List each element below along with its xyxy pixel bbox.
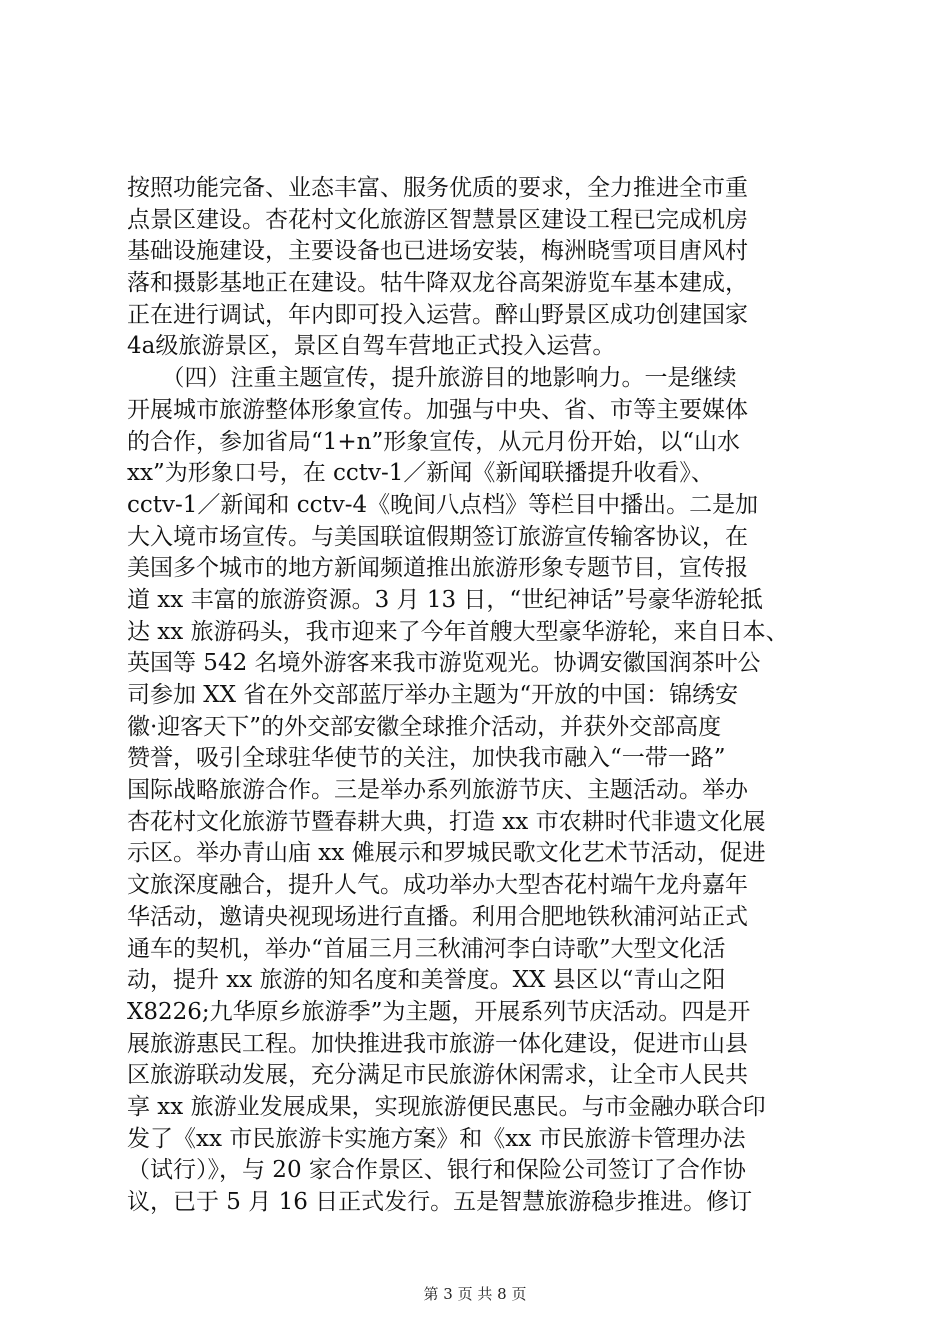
text-line: 动，提升 xx 旅游的知名度和美誉度。XX 县区以“青山之阳 [127, 967, 726, 994]
text-line: 达 xx 旅游码头，我市迎来了今年首艘大型豪华游轮，来自日本、 [127, 618, 789, 645]
text-line: 华活动，邀请央视现场进行直播。利用合肥地铁秋浦河站正式 [127, 903, 748, 930]
text-line: 区旅游联动发展，充分满足市民旅游休闲需求，让全市人民共 [127, 1062, 748, 1089]
text-line: 大入境市场宣传。与美国联谊假期签订旅游宣传输客协议，在 [127, 523, 748, 550]
text-line: 享 xx 旅游业发展成果，实现旅游便民惠民。与市金融办联合印 [127, 1093, 766, 1120]
text-line: 赞誉，吸引全球驻华使节的关注，加快我市融入“一带一路” [127, 745, 726, 772]
text-line: 展旅游惠民工程。加快推进我市旅游一体化建设，促进市山县 [127, 1030, 748, 1057]
text-line: xx”为形象口号，在 cctv-1／新闻《新闻联播提升收看》、 [127, 460, 714, 487]
text-line: 文旅深度融合，提升人气。成功举办大型杏花村端午龙舟嘉年 [127, 872, 748, 899]
text-line: （四）注重主题宣传，提升旅游目的地影响力。一是继续 [127, 365, 737, 392]
text-line: 通车的契机，举办“首届三月三秋浦河李白诗歌”大型文化活 [127, 935, 726, 962]
text-line: 点景区建设。杏花村文化旅游区智慧景区建设工程已完成机房 [127, 206, 748, 233]
text-line: 道 xx 丰富的旅游资源。3 月 13 日，“世纪神话”号豪华游轮抵 [127, 586, 763, 613]
text-line: 议，已于 5 月 16 日正式发行。五是智慧旅游稳步推进。修订 [127, 1189, 753, 1215]
body-text [127, 173, 833, 1219]
text-line: 的合作，参加省局“1+n”形象宣传，从元月份开始，以“山水 [127, 428, 740, 455]
text-line: X8226;九华原乡旅游季”为主题，开展系列节庆活动。四是开 [127, 998, 751, 1025]
text-line: 基础设施建设，主要设备也已进场安装，梅洲晓雪项目唐风村 [127, 238, 748, 265]
text-line: （试行）》，与 20 家合作景区、银行和保险公司签订了合作协 [127, 1157, 746, 1184]
text-line: 美国多个城市的地方新闻频道推出旅游形象专题节目，宣传报 [127, 555, 748, 582]
text-line: 发了《xx 市民旅游卡实施方案》和《xx 市民旅游卡管理办法 [127, 1125, 746, 1152]
text-line: 司参加 XX 省在外交部蓝厅举办主题为“开放的中国：锦绣安 [127, 682, 739, 708]
text-line: 按照功能完备、业态丰富、服务优质的要求，全力推进全市重 [127, 175, 748, 201]
text-line: 徽·迎客天下”的外交部安徽全球推介活动，并获外交部高度 [127, 713, 722, 740]
text-line: 示区。举办青山庙 xx 傩展示和罗城民歌文化艺术节活动，促进 [127, 840, 766, 867]
page-footer: 第 3 页 共 8 页 [423, 1285, 527, 1303]
text-line: 杏花村文化旅游节暨春耕大典，打造 xx 市农耕时代非遗文化展 [127, 808, 766, 835]
text-line: 落和摄影基地正在建设。牯牛降双龙谷高架游览车基本建成， [127, 270, 748, 297]
text-line: cctv-1／新闻和 cctv-4《晚间八点档》等栏目中播出。二是加 [127, 491, 759, 518]
text-line: 正在进行调试，年内即可投入运营。醉山野景区成功创建国家 [127, 301, 748, 328]
text-line: 国际战略旅游合作。三是举办系列旅游节庆、主题活动。举办 [127, 777, 748, 804]
text-line: 4a级旅游景区，景区自驾车营地正式投入运营。 [127, 333, 616, 360]
text-line: 开展城市旅游整体形象宣传。加强与中央、省、市等主要媒体 [127, 396, 748, 423]
text-line: 英国等 542 名境外游客来我市游览观光。协调安徽国润茶叶公 [127, 650, 761, 677]
